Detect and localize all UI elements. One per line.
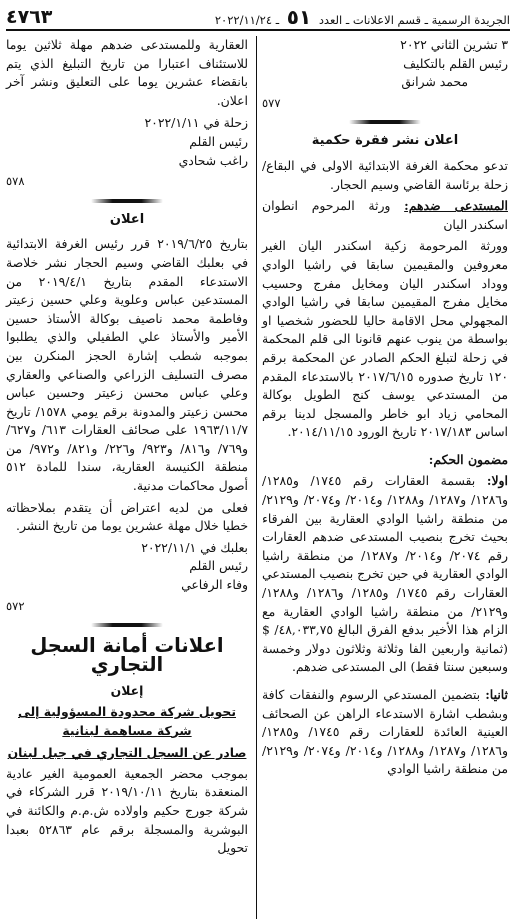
notice-number: ٥٧٨	[6, 174, 25, 189]
page-header	[6, 5, 510, 31]
sig-role: رئيس القلم	[189, 558, 248, 574]
notice-issuer: صادر عن السجل التجاري في جبل لبنان	[7, 745, 247, 761]
defendants-text: ورثة المرحوم انطوان اسكندر اليان	[262, 198, 508, 232]
right-column	[262, 36, 508, 919]
defendants-paragraph	[262, 197, 508, 234]
header-date: ـ ٢٠٢٢/١١/٢٤	[214, 13, 280, 27]
notice-title: اعلان	[109, 211, 145, 227]
sig-place-date: زحلة في ٢٠٢٢/١/١١	[144, 115, 248, 131]
defendants-label: المستدعى ضدهم:	[404, 198, 508, 214]
sig-name: راغب شحادي	[178, 152, 248, 168]
separator	[91, 623, 163, 627]
issue-number: ٥١	[286, 5, 312, 29]
notice-intro: تدعو محكمة الغرفة الابتدائية الاولى في البقاع/ زحلة برئاسة القاضي وسيم الحجار.	[262, 157, 508, 192]
page-number: ٤٧٦٣	[6, 6, 53, 28]
second-label: ثانيا:	[485, 687, 508, 702]
section-title: اعلانات أمانة السجل التجاري	[30, 634, 224, 676]
notice-objection: فعلى من لديه اعتراض أن يتقدم بملاحظاته خطيا خلال مهلة عشرين يوما من تاريخ النشر.	[6, 499, 248, 534]
ruling-second	[262, 686, 508, 779]
sig-name: وفاء الرفاعي	[181, 577, 248, 593]
notice-body: بتاريخ ٢٠١٩/٦/٢٥ قرر رئيس الغرفة الابتدائية في بعلبك القاضي وسيم الحجار نشر خلاصة الاستدعاء المقدم بتاريخ ٢٠١٩/٤/١ من المستدعين عباس وعلوية وعلي حسين زعيتر وفاطمة محمد ناصيف بوكالة الأستاذ حسين الأمير والأستاذ علي الطفيلي والذي يطلبوا بموجبه شطب إشارة الحجز المنكرن بين مصرف التسليف الزراعي والصناعي والعقاري وعلي عباس محسن زعيتر وحسين عباس محسن زعيتر والمدونة برقم يومي ١٥٧٨/ تاريخ ١٩٦٣/١١/٧ على صحائف العقارات ٦١٣/ و٦٢٧/ و٧٦٩/ و٨١٦/ و٩٢٣/ و٢٢٦/ و٨٢١/ و٩٧٢/ من منطقة الكنيسة العقارية، سندا للمادة ٥١٢ أصول محاكمات مدنية.	[6, 236, 248, 494]
header-text-pre: الجريدة الرسمية ـ قسم الاعلانات ـ العدد	[318, 13, 510, 27]
ruling-label: مضمون الحكم:	[428, 451, 508, 467]
column-divider	[256, 36, 257, 919]
notice-body: بموجب محضر الجمعية العمومية الغير عادية المنعقدة بتاريخ ٢٠١٩/١٠/١١ قرر الشركاء في شركة جورج حكيم واولاده ش.م.م والكائنة في البوشرية والمسجلة برقم عام ٥٢٨٦٣ بعبدا تحويل	[6, 765, 249, 856]
separator	[349, 120, 421, 124]
ruling-first	[262, 472, 508, 677]
left-column	[6, 36, 248, 919]
header-title	[215, 5, 510, 29]
sig-role: رئيس القلم	[189, 133, 248, 149]
first-label: اولا:	[486, 473, 508, 489]
notice-number: ٥٧٢	[6, 598, 25, 613]
notice-subtitle: تحويل شركة محدودة المسؤولية إلى شركة مساهمة لبنانية	[17, 704, 236, 738]
notice-title: إعلان	[110, 683, 144, 699]
continuation-text: العقارية وللمستدعى ضدهم مهلة ثلاثين يوما للاستئناف اعتبارا من تاريخ التبليغ الذي يتم بانقضاء عشرين يوما على التعليق ونشر آخر اعلان.	[6, 37, 248, 108]
notice-number: ٥٧٧	[262, 95, 281, 110]
intro-date: ٣ تشرين الثاني ٢٠٢٢	[400, 37, 508, 52]
notice-title: اعلان نشر فقرة حكمية	[311, 133, 459, 149]
notice-body: وورثة المرحومة زكية اسكندر اليان الغير معروفين والمقيمين سابقا في راشيا الوادي ووداد اسكندر اليان ومخايل مفرج وحسيب مخايل مفرج المقيمين سابقا في راشيا الوادي المجهولي محل الاقامة حاليا للحضور شخصيا او بواسطة من ينوب عنهم قانونا الى قلم المحكمة في زحلة لتبلغ الحكم الصادر عن المحكمة برقم ١٢٠ تاريخ صدوره ٢٠١٧/٦/١٥ بالاستدعاء المقدم من المستدعي يوسف كنج الطويل بوكالة المحامي زياد ابو خاطر والمسجل لدينا برقم اساس ٢٠١٧/١٨٣ تاريخ الورود ٢٠١٤/١١/١٥.	[262, 238, 508, 440]
intro-name: محمد شرانق	[401, 74, 468, 90]
sig-place-date: بعلبك في ٢٠٢٢/١١/١	[141, 539, 248, 555]
second-text: بتضمين المستدعي الرسوم والنفقات كافة وبشطب اشارة الاستدعاء الراهن عن الصحائف العينية العائدة للعقارات رقم ١٧٤٥/ و١٢٨٥/ و١٢٨٦/ و١٢٨٧/ و١٢٨٨/ و٢٠١٤/ و٢٠٧٤/ و٢١٢٩/ من منطقة راشيا الوادي	[262, 687, 508, 777]
intro-role: رئيس القلم بالتكليف	[403, 55, 508, 71]
separator	[91, 199, 163, 203]
first-text: بقسمة العقارات رقم ١٧٤٥/ و١٢٨٥/ و١٢٨٦/ و١٢٨٧/ و١٢٨٨/ و٢٠١٤/ و٢٠٧٤/ و٢١٢٩/ من منطقة راشيا الوادي العقارية بين الفرقاء بحيث تخرج بنصيب المستدعى ضدهم العقارات رقم ٢٠٧٤/ و٢٠١٤/ و١٢٨٧/ من منطقة راشيا الوادي العقارية في حين تخرج بنصيب المستدعي العقارات رقم ١٧٤٥/ و١٢٨٥/ و١٢٨٦/ و١٢٨٨/ و٢١٢٩/ من منطقة راشيا الوادي العقارية مع الزام هذا الأخير بدفع الفرق البالغ ٤٨,٠٣٣,٧٥/ $ (ثمانية واربعين الفا وثلاثة وثلاثون دولار وخمسة وسبعين سنتا فقط) الى المستدعى ضدهم.	[262, 473, 508, 675]
